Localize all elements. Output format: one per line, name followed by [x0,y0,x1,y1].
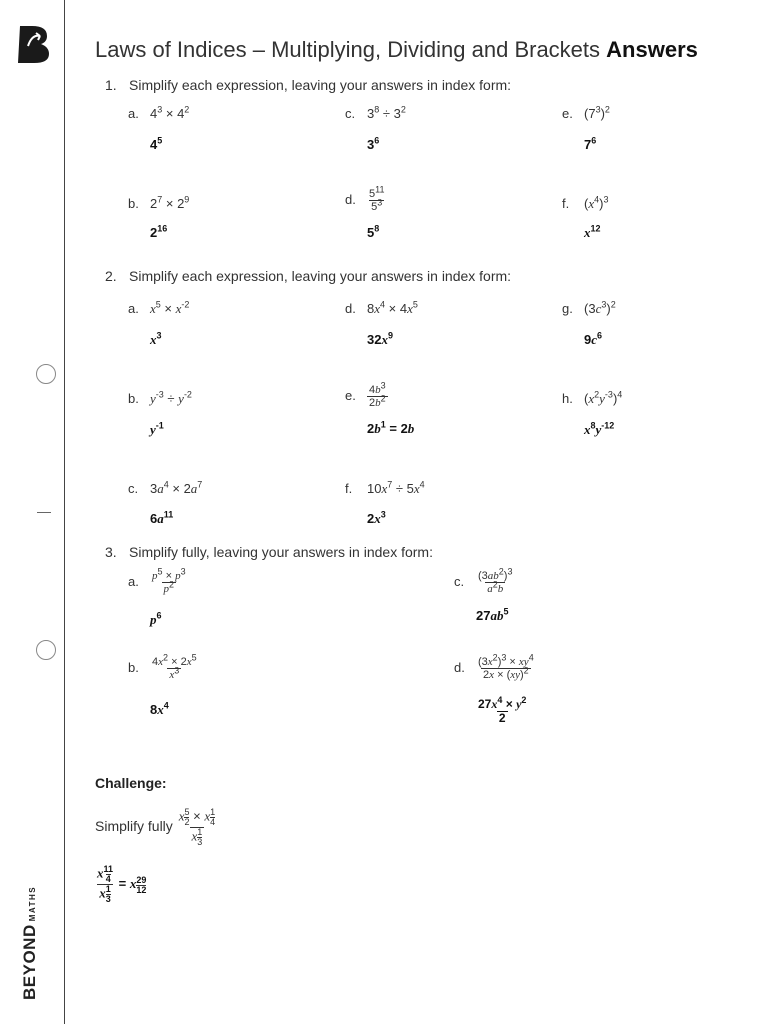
q3a: a. $\frac{p^5 \times p^3}{p^2}$ [128,566,186,596]
q3b: b. $\frac{4x^2 \times 2x^5}{x^3}$ [128,652,197,682]
q-label: b. [128,196,139,211]
a1d: $5^8$ [367,223,380,240]
q-label: a. [128,301,139,316]
a2e: $2b^1 = 2b$ [367,419,415,436]
page-title [95,37,698,63]
q-label: c. [345,106,356,121]
a2f: $2x^3$ [367,509,386,526]
brand-vertical [20,886,40,1000]
title-answers: Answers [606,37,698,62]
q-label: b. [128,660,139,676]
q-label: d. [345,301,356,316]
q2c: c. $3a^4 \times 2a^7$ [128,479,203,496]
title-text: Laws of Indices – Multiplying, Dividing and Brackets [95,37,601,62]
q2h: h. $(x^2y^{-3})^4$ [562,389,623,406]
a2g: $9c^6$ [584,330,603,347]
q2d: d. $8x^4 \times 4x^5$ [345,299,418,316]
section-2-instruction [105,268,511,284]
a2b: $y^{-1}$ [150,420,164,437]
a3b: $8x^4$ [150,700,169,717]
a1b: $2^{16}$ [150,223,168,240]
q1e: e. $(7^3)^2$ [562,104,610,121]
q1b: b. $2^7 \times 2^9$ [128,194,190,211]
instruction-text: Simplify each expression, leaving your answers in index form: [129,77,512,93]
q-label: g. [562,301,573,316]
brand-word: BEYOND [20,924,39,1000]
challenge-prompt: Simplify fully x $\frac{5}{2}$ × x $\frac{1}{4}$ x $\frac{1}{3}$ [95,807,216,847]
beyond-logo-icon [16,24,50,64]
section-3-instruction [105,544,433,560]
a2c: $6a^{11}$ [150,509,174,526]
q-label: a. [128,574,139,590]
q2f: f. $10x^7 \div 5x^4$ [345,479,425,496]
punch-hole-bottom [36,640,56,660]
q-label: f. [562,196,570,211]
q1d: d. $\frac{5^{11}}{5^3}$ [345,184,385,214]
q-label: a. [128,106,139,121]
q1f: f. $(x^4)^3$ [562,194,609,211]
q-label: d. [454,660,465,676]
section-number: 2. [105,268,117,284]
section-number: 1. [105,77,117,93]
q2b: b. $y^{-3} \div y^{-2}$ [128,389,192,406]
a3a: $p^6$ [150,610,162,627]
q-label: c. [454,574,465,590]
instruction-text: Simplify fully, leaving your answers in index form: [129,544,433,560]
a2d: $32x^9$ [367,330,393,347]
q-label: f. [345,481,353,496]
challenge-answer: x $\frac{11}{4}$ x $\frac{1}{3}$ = x $\frac{29}{12}$ [97,864,147,904]
q3d: d. $\frac{(3x^2)^3 \times xy^4}{2x \times (xy)^2}$ [454,652,534,682]
q1c: c. $3^8 \div 3^2$ [345,104,406,121]
fold-mark [37,512,51,513]
challenge-title: Challenge: [95,775,167,791]
section-number: 3. [105,544,117,560]
a1e: $7^6$ [584,135,597,152]
challenge-prompt-text: Simplify fully [95,818,173,835]
a1c: $3^6$ [367,135,380,152]
section-1-instruction [105,77,511,93]
q-label: c. [128,481,139,496]
punch-hole-top [36,364,56,384]
a3d: $\frac{27x^4 \times y^2}{2}$ [478,695,527,726]
a1f: $x^{12}$ [584,223,601,240]
a2h: $x^8y^{-12}$ [584,420,615,437]
instruction-text: Simplify each expression, leaving your answers in index form: [129,268,512,284]
q3c: c. $\frac{(3ab^2)^3}{a^2b}$ [454,566,513,596]
q-label: h. [562,391,573,406]
q-label: e. [562,106,573,121]
q-label: e. [345,388,356,404]
q2g: g. $(3c^3)^2$ [562,299,616,316]
a1a: $4^5$ [150,135,163,152]
q2a: a. $x^5 \times x^{-2}$ [128,299,190,316]
q-label: d. [345,192,356,208]
margin-line [64,0,65,1024]
a3c: $27ab^5$ [476,606,509,623]
q1a: a. $4^3 \times 4^2$ [128,104,190,121]
a2a: $x^3$ [150,330,162,347]
q2e: e. $\frac{4b^3}{2b^2}$ [345,380,386,410]
q-label: b. [128,391,139,406]
brand-sub: MATHS [28,885,37,922]
